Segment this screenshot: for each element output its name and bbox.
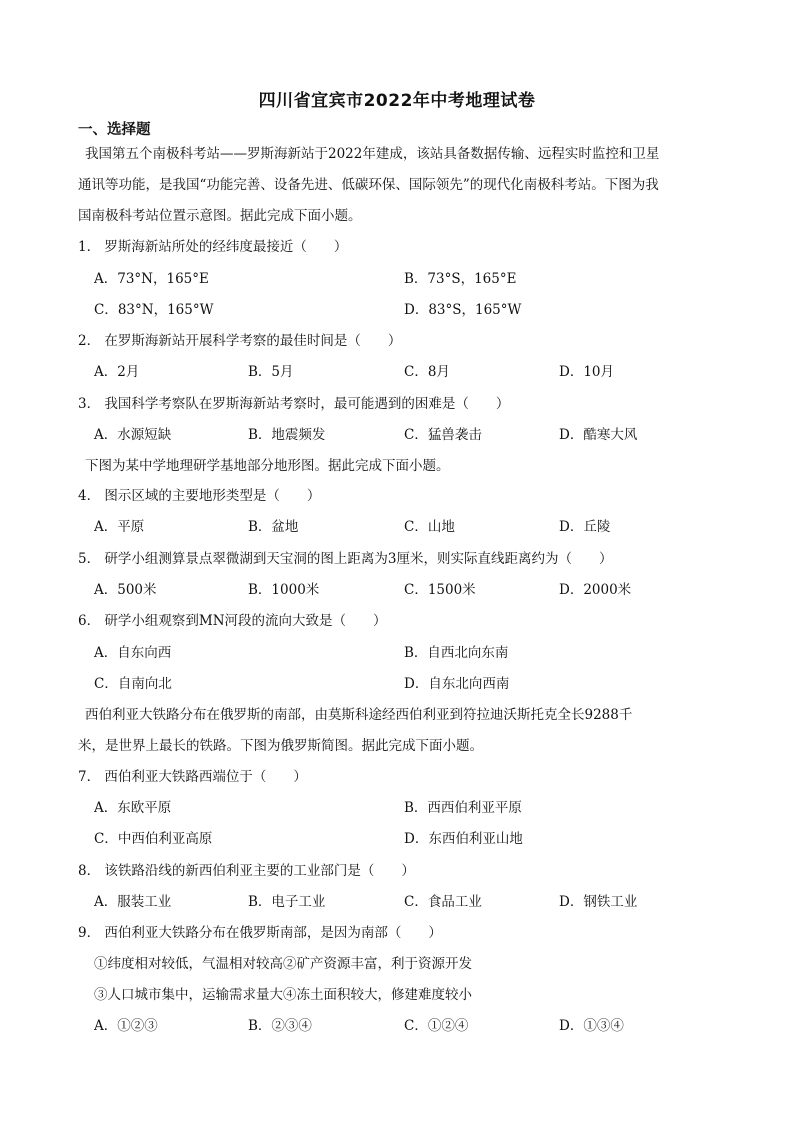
question-6-option-c[interactable]: C．自南向北 bbox=[94, 676, 172, 692]
question-7-option-d[interactable]: D．东西伯利亚山地 bbox=[404, 831, 523, 847]
question-4-stem: 4． 图示区域的主要地形类型是（ ） bbox=[78, 488, 321, 504]
question-7-stem: 7． 西伯利亚大铁路西端位于（ ） bbox=[78, 769, 307, 785]
question-1-option-c[interactable]: C．83°N，165°W bbox=[94, 302, 214, 318]
question-9-option-a[interactable]: A．①②③ bbox=[94, 1018, 158, 1034]
question-2-option-a[interactable]: A．2月 bbox=[94, 364, 140, 380]
question-3-option-a[interactable]: A．水源短缺 bbox=[94, 427, 172, 443]
passage-3-line-2: 米，是世界上最长的铁路。下图为俄罗斯简图。据此完成下面小题。 bbox=[78, 738, 483, 754]
question-3-option-d[interactable]: D．酷寒大风 bbox=[559, 427, 638, 443]
passage-3-line-1: 西伯利亚大铁路分布在俄罗斯的南部，由莫斯科途经西伯利亚到符拉迪沃斯托克全长9288千 bbox=[85, 707, 633, 723]
question-6-option-a[interactable]: A．自东向西 bbox=[94, 645, 172, 661]
question-5-stem: 5． 研学小组测算景点翠微湖到天宝洞的图上距离为3厘米，则实际直线距离约为（ ） bbox=[78, 551, 613, 567]
question-9-stem: 9． 西伯利亚大铁路分布在俄罗斯南部，是因为南部（ ） bbox=[78, 925, 442, 941]
question-2-option-c[interactable]: C．8月 bbox=[404, 364, 450, 380]
question-3-option-c[interactable]: C．猛兽袭击 bbox=[404, 427, 482, 443]
question-2-stem: 2． 在罗斯海新站开展科学考察的最佳时间是（ ） bbox=[78, 333, 402, 349]
question-9-option-b[interactable]: B．②③④ bbox=[248, 1018, 312, 1034]
question-9-statement-1: ①纬度相对较低，气温相对较高②矿产资源丰富，利于资源开发 bbox=[94, 956, 472, 972]
question-1-option-a[interactable]: A．73°N，165°E bbox=[94, 271, 209, 287]
question-3-stem: 3． 我国科学考察队在罗斯海新站考察时，最可能遇到的困难是（ ） bbox=[78, 396, 510, 412]
question-9-statement-2: ③人口城市集中，运输需求量大④冻土面积较大，修建难度较小 bbox=[94, 987, 472, 1003]
question-5-option-a[interactable]: A．500米 bbox=[94, 582, 157, 598]
question-8-option-d[interactable]: D．钢铁工业 bbox=[559, 894, 638, 910]
question-8-option-a[interactable]: A．服装工业 bbox=[94, 894, 172, 910]
question-5-option-d[interactable]: D．2000米 bbox=[559, 582, 632, 598]
question-8-option-c[interactable]: C．食品工业 bbox=[404, 894, 482, 910]
question-8-stem: 8． 该铁路沿线的新西伯利亚主要的工业部门是（ ） bbox=[78, 863, 415, 879]
question-9-option-d[interactable]: D．①③④ bbox=[559, 1018, 624, 1034]
question-1-option-d[interactable]: D．83°S，165°W bbox=[404, 302, 522, 318]
passage-2-line-1: 下图为某中学地理研学基地部分地形图。据此完成下面小题。 bbox=[85, 458, 450, 474]
question-4-option-c[interactable]: C．山地 bbox=[404, 519, 455, 535]
question-4-option-a[interactable]: A．平原 bbox=[94, 519, 145, 535]
question-4-option-b[interactable]: B．盆地 bbox=[248, 519, 299, 535]
passage-1-line-3: 国南极科考站位置示意图。据此完成下面小题。 bbox=[78, 208, 362, 224]
question-7-option-a[interactable]: A．东欧平原 bbox=[94, 800, 172, 816]
passage-1-line-1: 我国第五个南极科考站——罗斯海新站于2022年建成，该站具备数据传输、远程实时监控和卫星 bbox=[85, 146, 660, 162]
question-6-stem: 6． 研学小组观察到MN河段的流向大致是（ ） bbox=[78, 613, 387, 629]
question-3-option-b[interactable]: B．地震频发 bbox=[248, 427, 326, 443]
question-4-option-d[interactable]: D．丘陵 bbox=[559, 519, 611, 535]
question-6-option-b[interactable]: B．自西北向东南 bbox=[404, 645, 509, 661]
section-heading: 一、选择题 bbox=[78, 122, 151, 138]
question-7-option-b[interactable]: B．西西伯利亚平原 bbox=[404, 800, 522, 816]
question-1-stem: 1． 罗斯海新站所处的经纬度最接近（ ） bbox=[78, 239, 348, 255]
question-2-option-d[interactable]: D．10月 bbox=[559, 364, 615, 380]
page-title: 四川省宜宾市2022年中考地理试卷 bbox=[258, 91, 536, 111]
question-5-option-c[interactable]: C．1500米 bbox=[404, 582, 476, 598]
passage-1-line-2: 通讯等功能，是我国“功能完善、设备先进、低碳环保、国际领先”的现代化南极科考站。下图为我 bbox=[78, 177, 659, 193]
question-5-option-b[interactable]: B．1000米 bbox=[248, 582, 320, 598]
question-7-option-c[interactable]: C．中西伯利亚高原 bbox=[94, 831, 213, 847]
question-8-option-b[interactable]: B．电子工业 bbox=[248, 894, 326, 910]
question-1-option-b[interactable]: B．73°S，165°E bbox=[404, 271, 517, 287]
question-2-option-b[interactable]: B．5月 bbox=[248, 364, 294, 380]
question-6-option-d[interactable]: D．自东北向西南 bbox=[404, 676, 510, 692]
question-9-option-c[interactable]: C．①②④ bbox=[404, 1018, 469, 1034]
